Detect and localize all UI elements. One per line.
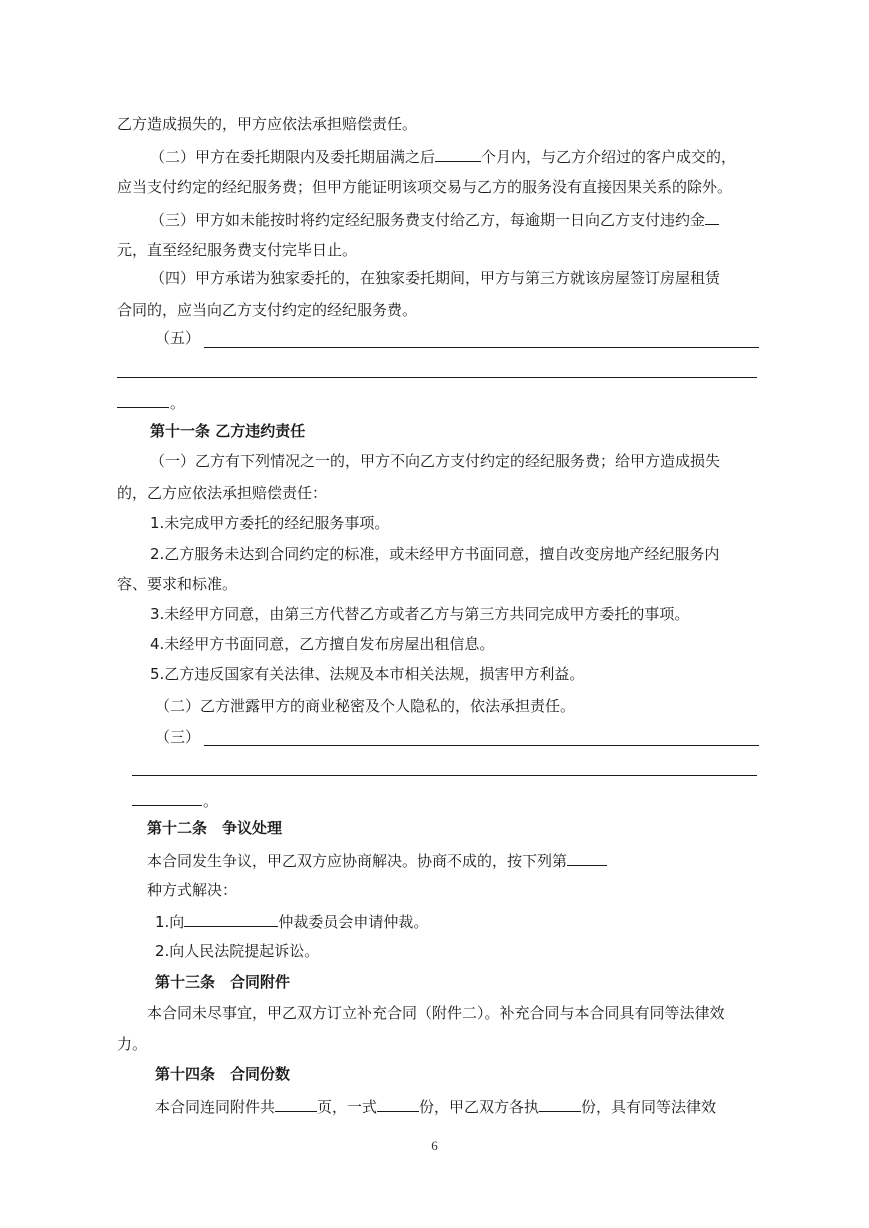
text-segment: 仲裁委员会申请仲裁。: [278, 913, 429, 931]
text-line: 2.乙方服务未达到合同约定的标准，或未经甲方书面同意，擅自改变房地产经纪服务内: [150, 545, 720, 563]
text-segment: 本合同连同附件共: [155, 1098, 276, 1116]
text-line: 乙方造成损失的，甲方应依法承担赔偿责任。: [117, 115, 418, 133]
text-line: 应当支付约定的经纪服务费；但甲方能证明该项交易与乙方的服务没有直接因果关系的除外。: [117, 178, 733, 196]
blank-field[interactable]: [567, 850, 607, 866]
text-line: [150, 146, 736, 167]
blank-line[interactable]: [132, 805, 202, 806]
text-segment: （三）甲方如未能按时将约定经纪服务费支付给乙方，每逾期一日向乙方支付违约金: [150, 211, 706, 229]
text-line: 容、要求和标准。: [117, 575, 238, 593]
text-line: [155, 911, 428, 932]
text-line: 。: [170, 394, 186, 412]
section-heading: 第十四条 合同份数: [155, 1065, 291, 1083]
text-line: 5.乙方违反国家有关法律、法规及本市相关法规，损害甲方利益。: [150, 665, 585, 683]
text-line: （五）: [155, 329, 201, 347]
text-line: （一）乙方有下列情况之一的，甲方不向乙方支付约定的经纪服务费；给甲方造成损失: [150, 452, 721, 470]
blank-field[interactable]: [539, 1096, 581, 1112]
blank-line[interactable]: [117, 377, 757, 378]
text-line: 元，直至经纪服务费支付完毕日止。: [117, 241, 358, 259]
text-line: （二）乙方泄露甲方的商业秘密及个人隐私的，依法承担责任。: [155, 697, 576, 715]
text-line: 合同的，应当向乙方支付约定的经纪服务费。: [117, 301, 418, 319]
page-number: 6: [431, 1138, 438, 1153]
text-line: [150, 209, 719, 230]
text-line: [147, 850, 607, 871]
text-line: 2.向人民法院提起诉讼。: [155, 942, 320, 960]
text-line: 1.未完成甲方委托的经纪服务事项。: [150, 514, 390, 532]
section-heading: 第十二条 争议处理: [147, 819, 283, 837]
blank-line[interactable]: [117, 407, 169, 408]
text-line: 3.未经甲方同意，由第三方代替乙方或者乙方与第三方共同完成甲方委托的事项。: [150, 605, 690, 623]
blank-line[interactable]: [132, 775, 757, 776]
text-segment: 本合同发生争议，甲乙双方应协商解决。协商不成的，按下列第: [147, 852, 568, 870]
text-line: （三）: [155, 728, 201, 746]
text-segment: 份，甲乙双方各执: [419, 1098, 540, 1116]
text-line: 4.未经甲方书面同意，乙方擅自发布房屋出租信息。: [150, 635, 495, 653]
text-segment: 页，一式: [317, 1098, 378, 1116]
blank-field[interactable]: [184, 911, 278, 927]
blank-field[interactable]: [275, 1096, 317, 1112]
text-line: 的，乙方应依法承担赔偿责任：: [117, 484, 328, 502]
text-segment: 1.向: [155, 913, 185, 931]
blank-line[interactable]: [204, 347, 759, 348]
section-heading: 第十一条 乙方违约责任: [150, 422, 306, 440]
text-segment: 份，具有同等法律效: [581, 1098, 717, 1116]
text-line: 本合同未尽事宜，甲乙双方订立补充合同（附件二）。补充合同与本合同具有同等法律效: [147, 1004, 725, 1022]
text-segment: （二）甲方在委托期限内及委托期届满之后: [150, 148, 436, 166]
text-line: 力。: [117, 1035, 148, 1053]
section-heading: 第十三条 合同附件: [155, 973, 291, 991]
text-line: 种方式解决：: [147, 881, 238, 899]
text-segment: 个月内，与乙方介绍过的客户成交的，: [481, 148, 737, 166]
text-line: [155, 1096, 716, 1117]
blank-field[interactable]: [705, 209, 719, 225]
blank-field[interactable]: [377, 1096, 419, 1112]
blank-field[interactable]: [435, 146, 481, 162]
text-line: （四）甲方承诺为独家委托的，在独家委托期间，甲方与第三方就该房屋签订房屋租赁: [150, 269, 721, 287]
blank-line[interactable]: [204, 745, 759, 746]
text-line: 。: [203, 792, 219, 810]
